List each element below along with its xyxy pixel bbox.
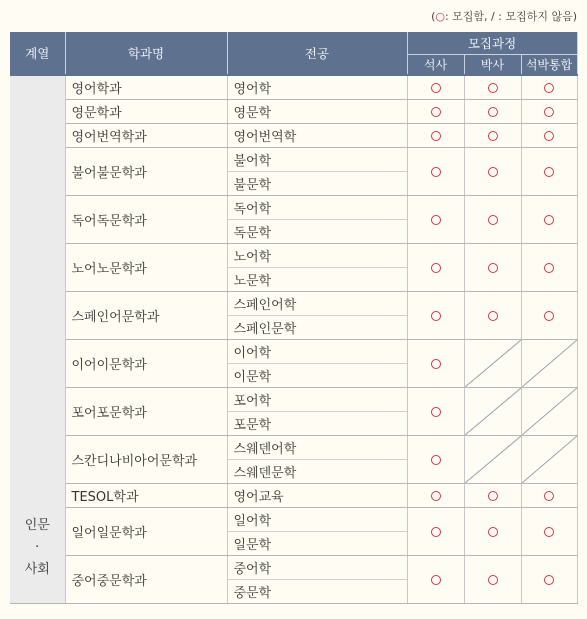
department-cell: 스페인어문학과 <box>65 292 227 340</box>
recruit-mark-yes <box>521 148 577 196</box>
major-cell: 영어번역학 <box>227 124 407 148</box>
slash-icon <box>522 436 577 483</box>
table-row <box>10 340 577 364</box>
circle-icon <box>544 215 554 225</box>
circle-icon <box>544 491 554 501</box>
recruit-mark-yes <box>464 196 521 244</box>
department-cell: 일어일문학과 <box>65 508 227 556</box>
department-cell: 독어독문학과 <box>65 196 227 244</box>
circle-icon <box>488 263 498 273</box>
recruit-mark-yes <box>464 508 521 556</box>
circle-icon <box>431 107 441 117</box>
table-row <box>10 436 577 460</box>
circle-icon <box>431 455 441 465</box>
table-row <box>10 484 577 508</box>
department-cell: 이어이문학과 <box>65 340 227 388</box>
department-cell: 영어번역학과 <box>65 124 227 148</box>
circle-icon <box>544 263 554 273</box>
major-cell: 중어학 <box>227 556 407 580</box>
circle-icon <box>431 311 441 321</box>
circle-icon <box>431 215 441 225</box>
circle-icon <box>488 167 498 177</box>
major-cell: 불문학 <box>227 172 407 196</box>
table-row <box>10 508 577 532</box>
major-cell: 스페인어학 <box>227 292 407 316</box>
circle-icon <box>488 311 498 321</box>
circle-icon <box>431 527 441 537</box>
major-cell: 일어학 <box>227 508 407 532</box>
circle-icon <box>488 215 498 225</box>
circle-icon <box>544 83 554 93</box>
circle-icon <box>544 107 554 117</box>
recruit-mark-yes <box>521 508 577 556</box>
circle-icon <box>488 107 498 117</box>
major-cell: 포문학 <box>227 412 407 436</box>
circle-icon <box>544 167 554 177</box>
major-cell: 일문학 <box>227 532 407 556</box>
major-cell: 이문학 <box>227 364 407 388</box>
circle-icon <box>431 359 441 369</box>
major-cell: 중문학 <box>227 580 407 604</box>
recruit-mark-no <box>521 436 577 484</box>
circle-icon <box>544 131 554 141</box>
header-department: 학과명 <box>65 32 227 75</box>
slash-icon <box>522 388 577 435</box>
major-cell: 스웨덴어학 <box>227 436 407 460</box>
table-row <box>10 148 577 172</box>
major-cell: 노어학 <box>227 244 407 268</box>
circle-icon <box>544 575 554 585</box>
recruit-mark-yes <box>407 100 464 124</box>
legend-note: (○: 모집함, / : 모집하지 않음) <box>431 10 577 23</box>
recruit-mark-yes <box>407 556 464 604</box>
circle-icon <box>488 491 498 501</box>
slash-icon <box>465 388 521 435</box>
recruit-mark-yes <box>521 124 577 148</box>
recruit-mark-yes <box>521 75 577 100</box>
recruit-mark-no <box>464 388 521 436</box>
recruit-mark-yes <box>521 244 577 292</box>
recruit-mark-yes <box>407 148 464 196</box>
recruit-mark-yes <box>407 196 464 244</box>
department-cell: 스칸디나비아어문학과 <box>65 436 227 484</box>
recruit-mark-yes <box>407 508 464 556</box>
table-row <box>10 100 577 124</box>
recruit-mark-yes <box>464 484 521 508</box>
category-label: 사회 <box>24 562 50 577</box>
major-cell: 독문학 <box>227 220 407 244</box>
table-row <box>10 75 577 100</box>
recruit-mark-no <box>464 340 521 388</box>
circle-icon <box>488 575 498 585</box>
recruit-mark-yes <box>407 292 464 340</box>
program-table <box>10 32 578 604</box>
header-recruit: 모집과정 <box>407 32 577 55</box>
slash-icon <box>465 436 521 483</box>
recruit-mark-yes <box>407 436 464 484</box>
circle-legend-icon: ○ <box>435 10 445 23</box>
circle-icon <box>431 263 441 273</box>
circle-icon <box>488 527 498 537</box>
recruit-mark-no <box>464 436 521 484</box>
recruit-mark-yes <box>521 484 577 508</box>
recruit-mark-yes <box>407 340 464 388</box>
major-cell: 스웨덴문학 <box>227 460 407 484</box>
category-label: · <box>35 540 40 555</box>
recruit-mark-yes <box>407 75 464 100</box>
recruit-mark-yes <box>464 244 521 292</box>
department-cell: 포어포문학과 <box>65 388 227 436</box>
department-cell: 노어노문학과 <box>65 244 227 292</box>
circle-icon <box>431 83 441 93</box>
recruit-mark-yes <box>407 124 464 148</box>
major-cell: 영문학 <box>227 100 407 124</box>
table-row <box>10 292 577 316</box>
recruit-mark-yes <box>407 244 464 292</box>
department-cell: TESOL학과 <box>65 484 227 508</box>
recruit-mark-yes <box>521 196 577 244</box>
recruit-mark-yes <box>464 556 521 604</box>
slash-icon <box>465 340 521 387</box>
category-cell <box>10 75 65 604</box>
circle-icon <box>488 83 498 93</box>
circle-icon <box>431 491 441 501</box>
recruit-mark-yes <box>407 484 464 508</box>
major-cell: 스페인문학 <box>227 316 407 340</box>
circle-icon <box>544 527 554 537</box>
circle-icon <box>488 131 498 141</box>
recruit-mark-yes <box>464 75 521 100</box>
department-cell: 중어중문학과 <box>65 556 227 604</box>
header-doctor: 박사 <box>464 55 521 76</box>
department-cell: 영어학과 <box>65 75 227 100</box>
department-cell: 영문학과 <box>65 100 227 124</box>
recruit-mark-no <box>521 388 577 436</box>
recruit-mark-yes <box>464 124 521 148</box>
table-row <box>10 388 577 412</box>
circle-icon <box>431 131 441 141</box>
circle-icon <box>431 167 441 177</box>
recruit-mark-yes <box>464 100 521 124</box>
header-master: 석사 <box>407 55 464 76</box>
header-major: 전공 <box>227 32 407 75</box>
table-row <box>10 244 577 268</box>
table-row <box>10 124 577 148</box>
major-cell: 이어학 <box>227 340 407 364</box>
circle-icon <box>431 575 441 585</box>
major-cell: 영어학 <box>227 75 407 100</box>
header-category: 계열 <box>10 32 65 75</box>
major-cell: 영어교육 <box>227 484 407 508</box>
table-row <box>10 556 577 580</box>
category-label: 인문 <box>24 518 50 533</box>
recruit-mark-yes <box>464 148 521 196</box>
recruit-mark-yes <box>521 292 577 340</box>
slash-icon <box>522 340 577 387</box>
recruit-mark-yes <box>464 292 521 340</box>
recruit-mark-yes <box>521 100 577 124</box>
table-row <box>10 196 577 220</box>
major-cell: 독어학 <box>227 196 407 220</box>
major-cell: 불어학 <box>227 148 407 172</box>
circle-icon <box>431 407 441 417</box>
recruit-mark-no <box>521 340 577 388</box>
header-combined: 석박통합 <box>521 55 577 76</box>
recruit-mark-yes <box>521 556 577 604</box>
department-cell: 불어불문학과 <box>65 148 227 196</box>
recruit-mark-yes <box>407 388 464 436</box>
circle-icon <box>544 311 554 321</box>
major-cell: 노문학 <box>227 268 407 292</box>
major-cell: 포어학 <box>227 388 407 412</box>
